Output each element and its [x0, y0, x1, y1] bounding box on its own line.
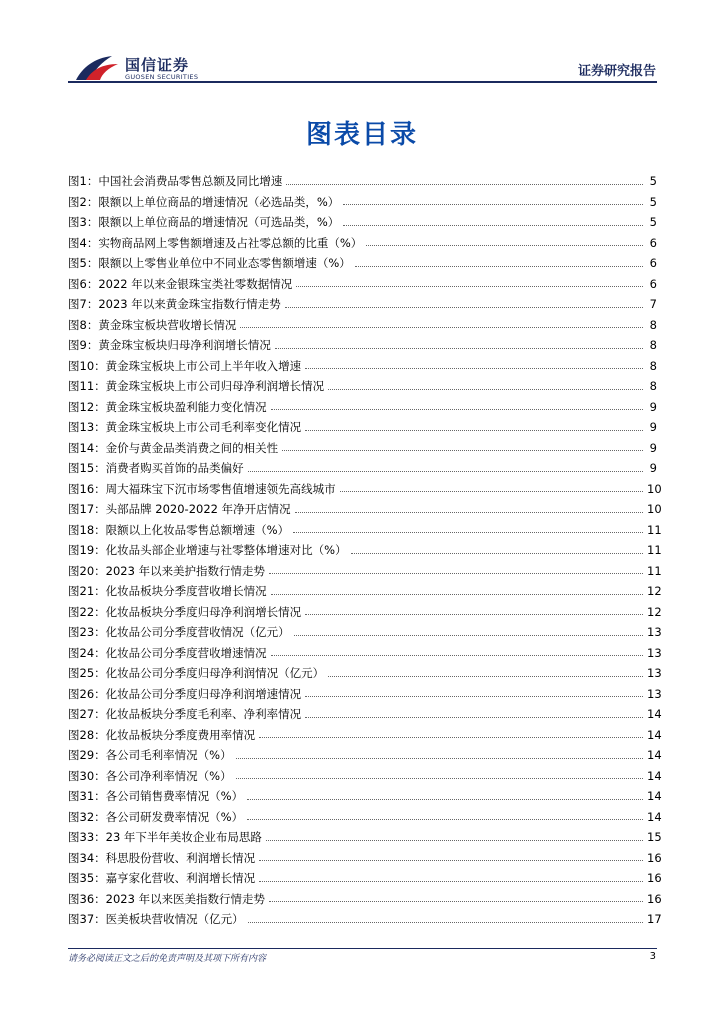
toc-entry[interactable]: [68, 520, 662, 541]
toc-entry-label: 图29：: [68, 748, 106, 763]
toc-leader-dots: [294, 635, 643, 636]
toc-entry-title: 2023 年以来医美指数行情走势: [105, 891, 266, 906]
toc-entry-title: 实物商品网上零售额增速及占社零总额的比重（%）: [98, 235, 363, 250]
toc-entry[interactable]: [68, 192, 657, 213]
toc-entry-label: 图24：: [68, 645, 106, 660]
toc-entry-title: 各公司销售费率情况（%）: [105, 789, 244, 804]
toc-entry[interactable]: [68, 704, 662, 725]
toc-entry-title: 限额以上单位商品的增速情况（可选品类，%）: [98, 215, 340, 230]
toc-leader-dots: [366, 245, 643, 246]
toc-entry-page: 17: [647, 912, 662, 927]
page-title: 图表目录: [305, 120, 418, 150]
toc-entry-label: 图1：: [68, 174, 99, 189]
toc-entry[interactable]: [68, 356, 657, 377]
header-divider: [68, 81, 657, 83]
toc-leader-dots: [271, 409, 643, 410]
toc-entry-label: 图13：: [68, 420, 106, 435]
toc-entry-title: 限额以上单位商品的增速情况（必选品类，%）: [98, 194, 340, 209]
toc-leader-dots: [293, 532, 643, 533]
toc-leader-dots: [305, 696, 643, 697]
toc-entry-label: 图20：: [68, 563, 106, 578]
toc-entry-title: 各公司净利率情况（%）: [105, 768, 232, 783]
toc-entry[interactable]: [68, 274, 657, 295]
toc-entry-label: 图17：: [68, 502, 106, 517]
toc-entry-page: 12: [647, 604, 662, 619]
toc-entry-label: 图6：: [68, 276, 99, 291]
toc-entry-page: 16: [647, 871, 662, 886]
toc-entry[interactable]: [68, 479, 662, 500]
toc-entry-page: 10: [647, 481, 662, 496]
toc-leader-dots: [240, 327, 643, 328]
toc-entry[interactable]: [68, 602, 662, 623]
toc-entry[interactable]: [68, 827, 662, 848]
toc-leader-dots: [266, 840, 643, 841]
toc-entry-title: 化妆品板块分季度营收增长情况: [105, 584, 267, 599]
toc-leader-dots: [295, 512, 643, 513]
toc-entry-label: 图14：: [68, 440, 106, 455]
toc-entry-label: 图18：: [68, 522, 106, 537]
toc-entry-label: 图5：: [68, 256, 99, 271]
toc-leader-dots: [286, 184, 643, 185]
toc-entry-page: 11: [647, 522, 662, 537]
toc-entry-title: 头部品牌 2020-2022 年净开店情况: [105, 502, 291, 517]
toc-leader-dots: [269, 573, 643, 574]
toc-leader-dots: [271, 594, 643, 595]
toc-entry-label: 图30：: [68, 768, 106, 783]
toc-entry[interactable]: [68, 376, 657, 397]
toc-entry-page: 8: [649, 338, 657, 353]
toc-entry[interactable]: [68, 458, 657, 479]
toc-leader-dots: [247, 799, 643, 800]
toc-leader-dots: [236, 758, 643, 759]
toc-entry-title: 金价与黄金品类消费之间的相关性: [105, 440, 279, 455]
toc-entry-page: 7: [649, 297, 657, 312]
toc-entry[interactable]: [68, 253, 657, 274]
toc-leader-dots: [259, 881, 643, 882]
toc-entry-label: 图12：: [68, 399, 106, 414]
toc-entry-page: 16: [647, 850, 662, 865]
toc-entry-page: 14: [647, 789, 662, 804]
logo-text-cn: 国信证券: [125, 56, 190, 74]
toc-entry-page: 11: [647, 543, 662, 558]
toc-entry[interactable]: [68, 663, 662, 684]
toc-entry[interactable]: [68, 438, 657, 459]
toc-entry-page: 9: [649, 461, 657, 476]
toc-entry-title: 黄金珠宝板块上市公司毛利率变化情况: [105, 420, 302, 435]
toc-entry-label: 图19：: [68, 543, 106, 558]
toc-entry-title: 化妆品公司分季度归母净利润增速情况: [105, 686, 302, 701]
toc-leader-dots: [285, 307, 643, 308]
toc-entry-page: 14: [647, 707, 662, 722]
toc-entry[interactable]: [68, 684, 662, 705]
toc-leader-dots: [247, 819, 643, 820]
toc-entry-page: 14: [647, 768, 662, 783]
toc-leader-dots: [305, 430, 643, 431]
toc-leader-dots: [296, 286, 643, 287]
toc-entry-label: 图27：: [68, 707, 106, 722]
toc-entry-label: 图22：: [68, 604, 106, 619]
toc-leader-dots: [340, 491, 643, 492]
toc-leader-dots: [343, 225, 643, 226]
toc-entry[interactable]: [68, 499, 662, 520]
toc-entry[interactable]: [68, 786, 662, 807]
toc-entry-page: 6: [649, 235, 657, 250]
toc-entry-page: 8: [649, 317, 657, 332]
toc-entry-title: 各公司毛利率情况（%）: [105, 748, 232, 763]
toc-entry[interactable]: [68, 643, 662, 664]
logo-text-en: GUOSEN SECURITIES: [125, 73, 199, 81]
toc-leader-dots: [355, 266, 643, 267]
toc-leader-dots: [343, 204, 643, 205]
toc-entry-title: 中国社会消费品零售总额及同比增速: [98, 174, 283, 189]
toc-leader-dots: [305, 614, 643, 615]
toc-entry[interactable]: [68, 909, 662, 930]
toc-leader-dots: [259, 860, 643, 861]
toc-leader-dots: [351, 553, 643, 554]
toc-entry-title: 化妆品公司分季度归母净利润情况（亿元）: [105, 666, 325, 681]
toc-entry-label: 图8：: [68, 317, 99, 332]
toc-entry-label: 图11：: [68, 379, 106, 394]
toc-entry-page: 9: [649, 440, 657, 455]
toc-leader-dots: [271, 655, 643, 656]
toc-entry-page: 14: [647, 727, 662, 742]
toc-entry[interactable]: [68, 561, 662, 582]
guosen-logo-icon: [72, 50, 122, 84]
toc-entry-title: 黄金珠宝板块盈利能力变化情况: [105, 399, 267, 414]
toc-entry-title: 2023 年以来黄金珠宝指数行情走势: [98, 297, 281, 312]
toc-entry-label: 图3：: [68, 215, 99, 230]
toc-entry-title: 黄金珠宝板块营收增长情况: [98, 317, 237, 332]
toc-leader-dots: [275, 348, 643, 349]
report-type-label: 证券研究报告: [577, 64, 656, 79]
toc-entry-label: 图9：: [68, 338, 99, 353]
toc-entry-label: 图36：: [68, 891, 106, 906]
toc-entry-page: 13: [647, 666, 662, 681]
toc-entry-page: 11: [647, 563, 662, 578]
toc-entry-title: 黄金珠宝板块上市公司上半年收入增速: [105, 358, 302, 373]
page-header: [0, 0, 724, 90]
footer-disclaimer: 请务必阅读正文之后的免责声明及其项下所有内容: [68, 954, 267, 964]
toc-entry-title: 化妆品公司分季度营收情况（亿元）: [105, 625, 290, 640]
toc-entry-page: 5: [649, 215, 657, 230]
toc-entry-title: 消费者购买首饰的品类偏好: [105, 461, 244, 476]
toc-entry-title: 2022 年以来金银珠宝类社零数据情况: [98, 276, 293, 291]
toc-entry-title: 化妆品公司分季度营收增速情况: [105, 645, 267, 660]
toc-entry-label: 图37：: [68, 912, 106, 927]
footer-divider: [68, 948, 657, 949]
toc-entry-page: 13: [647, 625, 662, 640]
toc-leader-dots: [248, 471, 643, 472]
toc-leader-dots: [328, 676, 643, 677]
toc-entry-title: 化妆品板块分季度毛利率、净利率情况: [105, 707, 302, 722]
toc-leader-dots: [248, 922, 643, 923]
toc-entry-label: 图34：: [68, 850, 106, 865]
toc-entry-page: 8: [649, 379, 657, 394]
toc-entry[interactable]: [68, 745, 662, 766]
toc-entry-label: 图33：: [68, 830, 106, 845]
toc-leader-dots: [305, 717, 643, 718]
toc-entry-title: 化妆品板块分季度费用率情况: [105, 727, 256, 742]
toc-entry-page: 13: [647, 645, 662, 660]
toc-entry-title: 科思股份营收、利润增长情况: [105, 850, 256, 865]
toc-entry[interactable]: [68, 171, 657, 192]
toc-entry-label: 图4：: [68, 235, 99, 250]
toc-entry-label: 图25：: [68, 666, 106, 681]
toc-entry[interactable]: [68, 397, 657, 418]
toc-entry-page: 10: [647, 502, 662, 517]
toc-entry-page: 12: [647, 584, 662, 599]
toc-entry-label: 图32：: [68, 809, 106, 824]
toc-entry-page: 6: [649, 256, 657, 271]
toc-entry[interactable]: [68, 889, 662, 910]
toc-entry[interactable]: [68, 540, 662, 561]
toc-entry-page: 13: [647, 686, 662, 701]
toc-entry[interactable]: [68, 848, 662, 869]
toc-entry[interactable]: [68, 868, 662, 889]
toc-entry[interactable]: [68, 725, 662, 746]
toc-entry[interactable]: [68, 335, 657, 356]
toc-entry-title: 2023 年以来美护指数行情走势: [105, 563, 266, 578]
toc-leader-dots: [259, 737, 643, 738]
toc-leader-dots: [328, 389, 643, 390]
footer-page-number: 3: [649, 951, 656, 962]
toc-entry-page: 15: [647, 830, 662, 845]
toc-entry-title: 嘉亨家化营收、利润增长情况: [105, 871, 256, 886]
toc-entry-page: 6: [649, 276, 657, 291]
toc-entry-label: 图2：: [68, 194, 99, 209]
toc-entry-page: 5: [649, 174, 657, 189]
toc-entry-page: 14: [647, 748, 662, 763]
toc-entry-label: 图31：: [68, 789, 106, 804]
toc-entry-title: 黄金珠宝板块归母净利润增长情况: [98, 338, 271, 353]
toc-entry-title: 限额以上化妆品零售总额增速（%）: [105, 522, 290, 537]
toc-entry-label: 图28：: [68, 727, 106, 742]
toc-entry-label: 图23：: [68, 625, 106, 640]
toc-entry-page: 9: [649, 420, 657, 435]
toc-entry-title: 医美板块营收情况（亿元）: [105, 912, 244, 927]
toc-entry-page: 16: [647, 891, 662, 906]
toc-entry-page: 14: [647, 809, 662, 824]
table-of-figures: [68, 171, 662, 930]
toc-entry-title: 限额以上零售业单位中不同业态零售额增速（%）: [98, 256, 351, 271]
toc-entry-label: 图21：: [68, 584, 106, 599]
toc-entry-title: 23 年下半年美妆企业布局思路: [105, 830, 262, 845]
toc-entry[interactable]: [68, 766, 662, 787]
toc-leader-dots: [236, 778, 643, 779]
toc-entry-label: 图7：: [68, 297, 99, 312]
toc-entry-title: 各公司研发费率情况（%）: [105, 809, 244, 824]
toc-entry-title: 黄金珠宝板块上市公司归母净利润增长情况: [105, 379, 325, 394]
toc-entry-page: 9: [649, 399, 657, 414]
toc-entry-label: 图16：: [68, 481, 106, 496]
toc-entry[interactable]: [68, 233, 657, 254]
toc-entry[interactable]: [68, 622, 662, 643]
toc-leader-dots: [282, 450, 643, 451]
toc-entry-page: 8: [649, 358, 657, 373]
toc-entry-title: 周大福珠宝下沉市场零售值增速领先高线城市: [105, 481, 336, 496]
toc-entry-label: 图26：: [68, 686, 106, 701]
toc-entry[interactable]: [68, 417, 657, 438]
toc-entry-title: 化妆品头部企业增速与社零整体增速对比（%）: [105, 543, 347, 558]
toc-leader-dots: [305, 368, 643, 369]
toc-entry-title: 化妆品板块分季度归母净利润增长情况: [105, 604, 302, 619]
toc-entry[interactable]: [68, 581, 662, 602]
toc-entry-label: 图15：: [68, 461, 106, 476]
toc-entry[interactable]: [68, 212, 657, 233]
toc-entry[interactable]: [68, 807, 662, 828]
toc-entry[interactable]: [68, 315, 657, 336]
toc-entry-label: 图35：: [68, 871, 106, 886]
toc-entry-label: 图10：: [68, 358, 106, 373]
toc-leader-dots: [269, 901, 643, 902]
toc-entry[interactable]: [68, 294, 657, 315]
toc-entry-page: 5: [649, 194, 657, 209]
